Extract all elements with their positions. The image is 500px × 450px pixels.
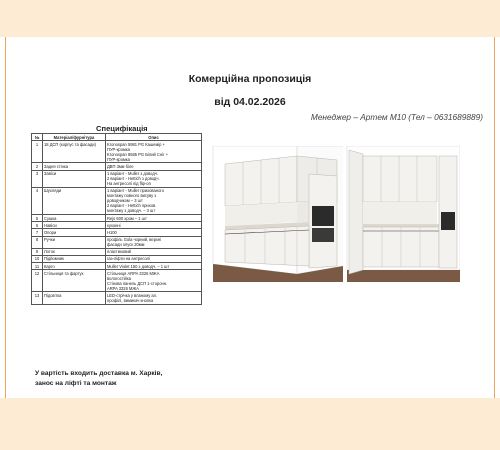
spec-row-desc — [106, 263, 202, 270]
spec-row-num: 12 — [32, 270, 43, 292]
spec-row-material: Опори — [43, 229, 106, 236]
spec-table — [31, 133, 202, 305]
spec-row — [32, 214, 202, 221]
spec-row-num: 4 — [32, 187, 43, 214]
spec-title: Специфікація — [96, 124, 148, 133]
spec-desc-line: 2 варіант - Hettich прихов. — [107, 203, 157, 209]
spec-row — [32, 248, 202, 255]
manager-contact: Менеджер – Артем М10 (Тел – 0631689889) — [310, 112, 483, 122]
spec-row — [32, 141, 202, 163]
kitchen-render-corner — [205, 146, 355, 282]
document-date: від 04.02.2026 — [214, 96, 286, 108]
spec-desc-line: ARPA 3326 МЖА — [107, 285, 139, 291]
spec-row — [32, 270, 202, 292]
spec-desc-line: ПУР-кромка — [107, 156, 130, 162]
spec-row-material: Шухляди — [43, 187, 106, 214]
spec-row-desc — [106, 187, 202, 214]
spec-desc-line: 2 варіант - Hettich з доводч. — [107, 176, 160, 182]
spec-row-desc — [106, 170, 202, 187]
spec-row-desc — [106, 270, 202, 292]
spec-row-material: Навіси — [43, 222, 106, 229]
spec-desc-line: газ-ліфти на антресолі — [107, 256, 150, 262]
spec-row-material: Задня стінка — [43, 163, 106, 170]
spec-row-num: 1 — [32, 141, 43, 163]
footer-note-line2: занос на ліфті та монтаж — [35, 380, 117, 387]
spec-header-row — [32, 134, 202, 141]
spec-row-material: Завіси — [43, 170, 106, 187]
bottom-band — [0, 398, 500, 450]
kitchen-render-side-image — [343, 146, 460, 282]
spec-desc-line: Kronospan 8685 PG Білий Сніг + — [107, 151, 169, 157]
spec-desc-line: На антресолі під flip-on — [107, 181, 151, 187]
spec-row-desc — [106, 214, 202, 221]
spec-row — [32, 222, 202, 229]
spec-desc-line: ДВП 3мм біле — [107, 163, 134, 169]
spec-row-material: Карго — [43, 263, 106, 270]
spec-row — [32, 263, 202, 270]
footer-note-line1: У вартість входить доставка м. Харків, — [35, 370, 163, 377]
spec-row-num: 6 — [32, 222, 43, 229]
spec-desc-line: Muller Violet 150 з доводч. – 1 шт — [107, 263, 170, 269]
spec-desc-line: Rejs 600 хром – 1 шт — [107, 215, 147, 221]
spec-row-desc — [106, 255, 202, 262]
top-band — [0, 0, 500, 37]
col-header-num: № — [32, 134, 43, 141]
spec-desc-line: доводчиком – 3 шт — [107, 198, 143, 204]
spec-row-num: 9 — [32, 248, 43, 255]
spec-row-num: 8 — [32, 236, 43, 248]
spec-row-desc — [106, 236, 202, 248]
spec-desc-line: Н100 — [107, 229, 117, 235]
spec-desc-line: пластиковий — [107, 249, 131, 255]
spec-desc-line: Стінова панель ДСП 1-сторонн. — [107, 280, 168, 286]
document-title: Комерційна пропозиція — [188, 73, 312, 85]
spec-desc-line: 1 варіант - Muller з доводч. — [107, 171, 158, 177]
spec-row-desc — [106, 222, 202, 229]
spec-desc-line: профілі, вимикач кнопка — [107, 298, 154, 304]
spec-row-desc — [106, 292, 202, 304]
spec-desc-line: монтажу з доводч. – 3 шт — [107, 208, 156, 214]
spec-row — [32, 236, 202, 248]
col-header-material: Матеріал/фурнітура — [43, 134, 106, 141]
spec-desc-line: кухонні — [107, 222, 121, 228]
spec-row-num: 13 — [32, 292, 43, 304]
spec-row-material: Сушка — [43, 214, 106, 221]
spec-row-material: Ручки — [43, 236, 106, 248]
spec-row — [32, 170, 202, 187]
spec-desc-line: вологостійка — [107, 275, 131, 281]
spec-row-desc — [106, 248, 202, 255]
spec-desc-line: 1 варіант - Muller прихованого — [107, 188, 165, 194]
spec-row-num: 2 — [32, 163, 43, 170]
spec-row-material: Лоток — [43, 248, 106, 255]
spec-row-num: 5 — [32, 214, 43, 221]
spec-desc-line: фасади опуск 20мм — [107, 242, 145, 248]
spec-desc-line: Стільниця ARPA 3326 МЖА — [107, 270, 160, 276]
spec-row-num: 10 — [32, 255, 43, 262]
spec-row-desc — [106, 163, 202, 170]
spec-row-material: Стільниця та фартух — [43, 270, 106, 292]
spec-row-material: Підсвітка — [43, 292, 106, 304]
spec-row — [32, 163, 202, 170]
spec-row — [32, 292, 202, 304]
spec-desc-line: LED-стрічка у вланому ал. — [107, 293, 158, 299]
spec-row — [32, 229, 202, 236]
spec-row-num: 3 — [32, 170, 43, 187]
spec-desc-line: монтажу повного висуву з — [107, 193, 157, 199]
spec-row-material: 18 ДСП (корпус та фасади) — [43, 141, 106, 163]
spec-row-desc — [106, 229, 202, 236]
spec-desc-line: Kronospan 5981 PG Кашемір + — [107, 141, 165, 147]
spec-row-desc — [106, 141, 202, 163]
kitchen-render-corner-image — [205, 146, 355, 282]
spec-row — [32, 255, 202, 262]
spec-row-num: 11 — [32, 263, 43, 270]
spec-row — [32, 187, 202, 214]
col-header-desc: Опис — [106, 134, 202, 141]
kitchen-render-side — [343, 146, 460, 282]
spec-desc-line: профіль Gola чорний, верхні — [107, 237, 162, 243]
spec-row-num: 7 — [32, 229, 43, 236]
spec-desc-line: ПУР-кромка — [107, 146, 130, 152]
spec-row-material: Підйомник — [43, 255, 106, 262]
